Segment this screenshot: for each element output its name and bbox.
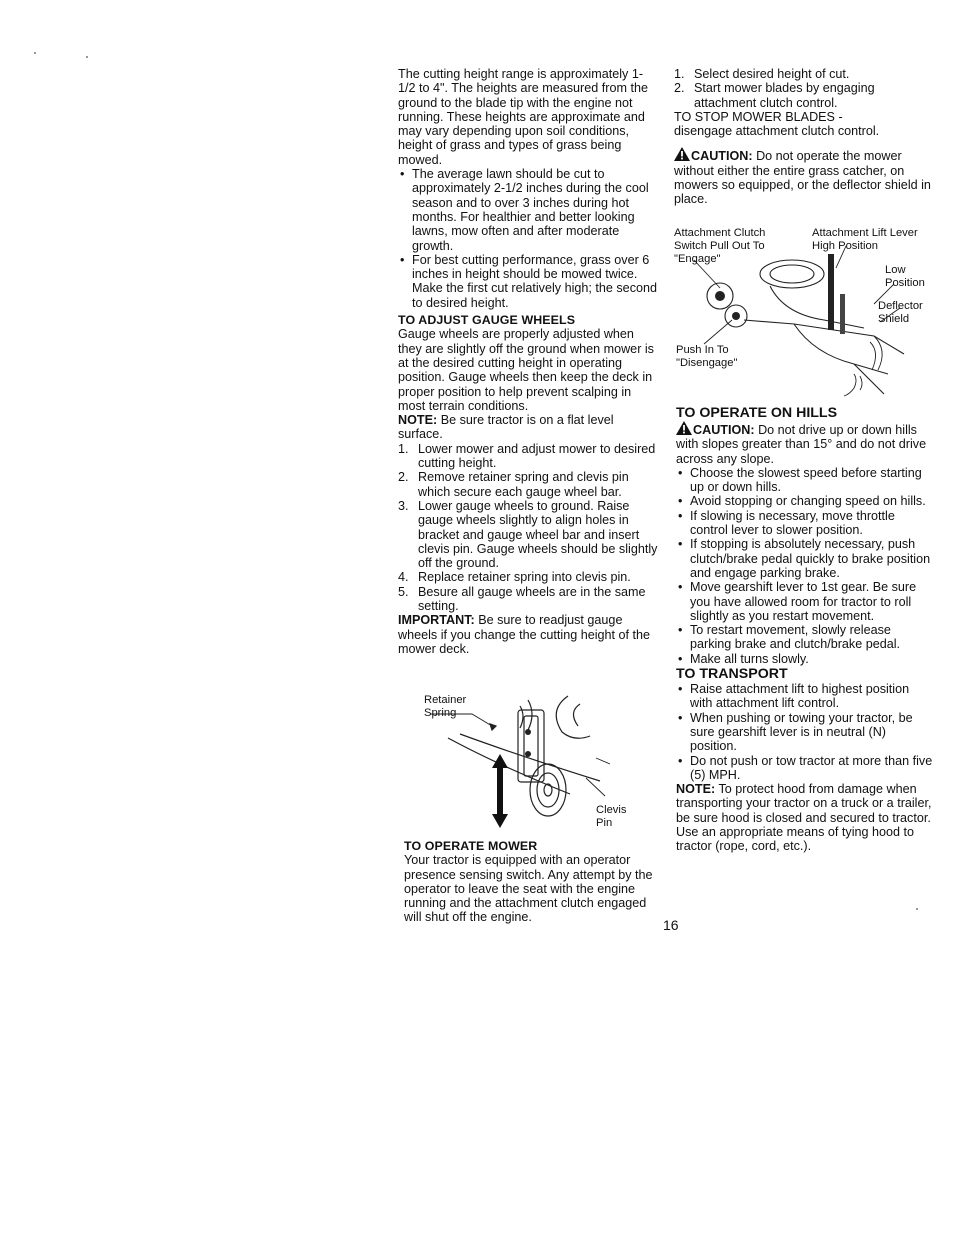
- mowing-tips-list: [398, 167, 660, 310]
- list-item: • Move gearshift lever to 1st gear. Be sure you have allowed room for tractor to roll slightly as you restart movement.: [676, 580, 934, 623]
- step-text: Lower gauge wheels to ground. Raise gauge wheels slightly to align holes in bracket and gauge wheel bar and insert clevis pin. Gauge wheels should be slightly off the ground.: [418, 498, 658, 571]
- warning-triangle-icon: [676, 421, 692, 435]
- list-item: [398, 442, 660, 471]
- operate-mower-paragraph: Your tractor is equipped with an operator presence sensing switch. Any attempt by the operator to leave the seat with the engine running and the attachment clutch engaged will shut off the engine.: [404, 853, 653, 925]
- right-column-top: [674, 67, 932, 207]
- list-item: • Do not push or tow tractor at more than five (5) MPH.: [676, 754, 934, 783]
- gauge-wheels-paragraph: Gauge wheels are properly adjusted when they are slightly off the ground when mower is at the desired cutting height in operating position. Gauge wheels then keep the deck in proper position to help prevent scalping in most terrain conditions.: [398, 327, 654, 413]
- caution-text: Do not operate the mower without either the entire grass catcher, on mowers so equipped, or the deflector shield in place.: [674, 149, 931, 207]
- list-item: [398, 585, 660, 614]
- list-item: • For best cutting performance, grass over 6 inches in height should be mowed twice. Make the first cut relatively high; the second to desired height.: [398, 253, 660, 310]
- scan-speck: [86, 56, 88, 58]
- clutch-switch-label-line: "Engage": [674, 253, 721, 265]
- step-text: Besure all gauge wheels are in the same setting.: [418, 584, 646, 613]
- lift-lever-label-line: High Position: [812, 240, 878, 252]
- list-item: [398, 470, 660, 499]
- step-text: Start mower blades by engaging attachment clutch control.: [694, 81, 875, 110]
- transport-list: [676, 682, 934, 782]
- clutch-switch-label-line: Attachment Clutch: [674, 227, 766, 239]
- transport-note: [676, 782, 934, 853]
- list-item: • Avoid stopping or changing speed on hills.: [676, 494, 934, 508]
- list-item: [674, 67, 932, 81]
- pin-label: Pin: [596, 817, 613, 829]
- push-disengage-label-line: "Disengage": [676, 357, 738, 369]
- important-label: IMPORTANT:: [398, 613, 475, 628]
- step-number: 2.: [398, 470, 409, 485]
- gauge-wheel-figure: [400, 686, 650, 836]
- caution-mower-paragraph: [674, 147, 932, 206]
- list-item: • The average lawn should be cut to approximately 2-1/2 inches during the cool season and to over 3 inches during hot months. For healthier and better looking lawns, mow often and after moderate growth.: [398, 167, 660, 253]
- stop-blades-title: TO STOP MOWER BLADES -: [674, 109, 843, 124]
- gauge-steps-list: [398, 442, 660, 614]
- gauge-note: [398, 413, 660, 442]
- important-text: Be sure to readjust gauge wheels if you change the cutting height of the mower deck.: [398, 613, 651, 656]
- note-text: Be sure tractor is on a flat level surface.: [398, 413, 614, 442]
- deflector-label-line: Shield: [878, 313, 910, 325]
- caution-text: Do not drive up or down hills with slopes greater than 15° and do not drive across any slope.: [676, 423, 927, 466]
- right-column-bottom: [676, 405, 934, 854]
- scan-speck: [34, 52, 36, 54]
- low-position-label-line: Position: [885, 277, 925, 289]
- low-position-label-line: Low: [885, 264, 906, 276]
- list-item: • If slowing is necessary, move throttle control lever to slower position.: [676, 509, 934, 538]
- page-number: 16: [663, 917, 679, 933]
- operate-steps-list: [674, 67, 932, 110]
- list-item: [398, 499, 660, 570]
- step-number: 3.: [398, 498, 409, 513]
- operate-mower-heading: TO OPERATE MOWER: [404, 839, 538, 853]
- list-item: • Raise attachment lift to highest position with attachment lift control.: [676, 682, 934, 711]
- hills-list: [676, 466, 934, 666]
- note-text: To protect hood from damage when transporting your tractor on a truck or a trailer, be sure hood is closed and secured to tractor. Use an appropriate means of tying hood to tractor (rope, cord, etc.).: [676, 782, 932, 854]
- list-item: • Make all turns slowly.: [676, 652, 934, 666]
- intro-paragraph: The cutting height range is approximately 1-1/2 to 4". The heights are measured from the ground to the blade tip with the engine not running. These heights are approximate and may vary depending upon soil conditions, height of grass and types of grass being mowed.: [398, 67, 648, 167]
- scan-speck: [916, 908, 918, 910]
- deflector-label-line: Deflector: [878, 300, 923, 312]
- warning-triangle-icon: [674, 147, 690, 161]
- step-text: Remove retainer spring and clevis pin which secure each gauge wheel bar.: [418, 470, 629, 499]
- clutch-switch-label-line: Switch Pull Out To: [674, 240, 765, 252]
- list-item: [398, 570, 660, 584]
- caution-label: CAUTION:: [691, 149, 753, 164]
- step-number: 1.: [674, 67, 685, 81]
- step-text: Select desired height of cut.: [694, 67, 850, 81]
- gauge-wheels-heading: TO ADJUST GAUGE WHEELS: [398, 313, 576, 328]
- step-number: 5.: [398, 584, 409, 599]
- list-item: [674, 81, 932, 110]
- note-label: NOTE:: [676, 782, 716, 797]
- push-disengage-label-line: Push In To: [676, 344, 729, 356]
- left-column: [398, 67, 660, 656]
- step-number: 1.: [398, 441, 409, 456]
- step-number: 2.: [674, 81, 685, 96]
- caution-label: CAUTION:: [693, 423, 755, 437]
- list-item: • When pushing or towing your tractor, be sure gearshift lever is in neutral (N) position.: [676, 711, 934, 754]
- hills-heading: TO OPERATE ON HILLS: [676, 405, 838, 421]
- step-text: Replace retainer spring into clevis pin.: [418, 570, 631, 585]
- clevis-label: Clevis: [596, 804, 627, 816]
- attachment-controls-figure: [674, 224, 936, 406]
- retainer-label: Retainer: [424, 694, 467, 706]
- lift-lever-label-line: Attachment Lift Lever: [812, 227, 918, 239]
- list-item: • If stopping is absolutely necessary, push clutch/brake pedal quickly to brake position and engage parking brake.: [676, 537, 934, 580]
- note-label: NOTE:: [398, 413, 438, 428]
- spring-label: Spring: [424, 707, 457, 719]
- stop-blades-text: disengage attachment clutch control.: [674, 124, 880, 139]
- important-note: [398, 613, 660, 656]
- step-text: Lower mower and adjust mower to desired cutting height.: [418, 441, 656, 471]
- operate-mower-section: [404, 839, 666, 925]
- transport-heading: TO TRANSPORT: [676, 666, 788, 683]
- list-item: • To restart movement, slowly release parking brake and clutch/brake pedal.: [676, 623, 934, 652]
- step-number: 4.: [398, 570, 409, 585]
- caution-hills-paragraph: [676, 421, 934, 466]
- list-item: • Choose the slowest speed before starting up or down hills.: [676, 466, 934, 495]
